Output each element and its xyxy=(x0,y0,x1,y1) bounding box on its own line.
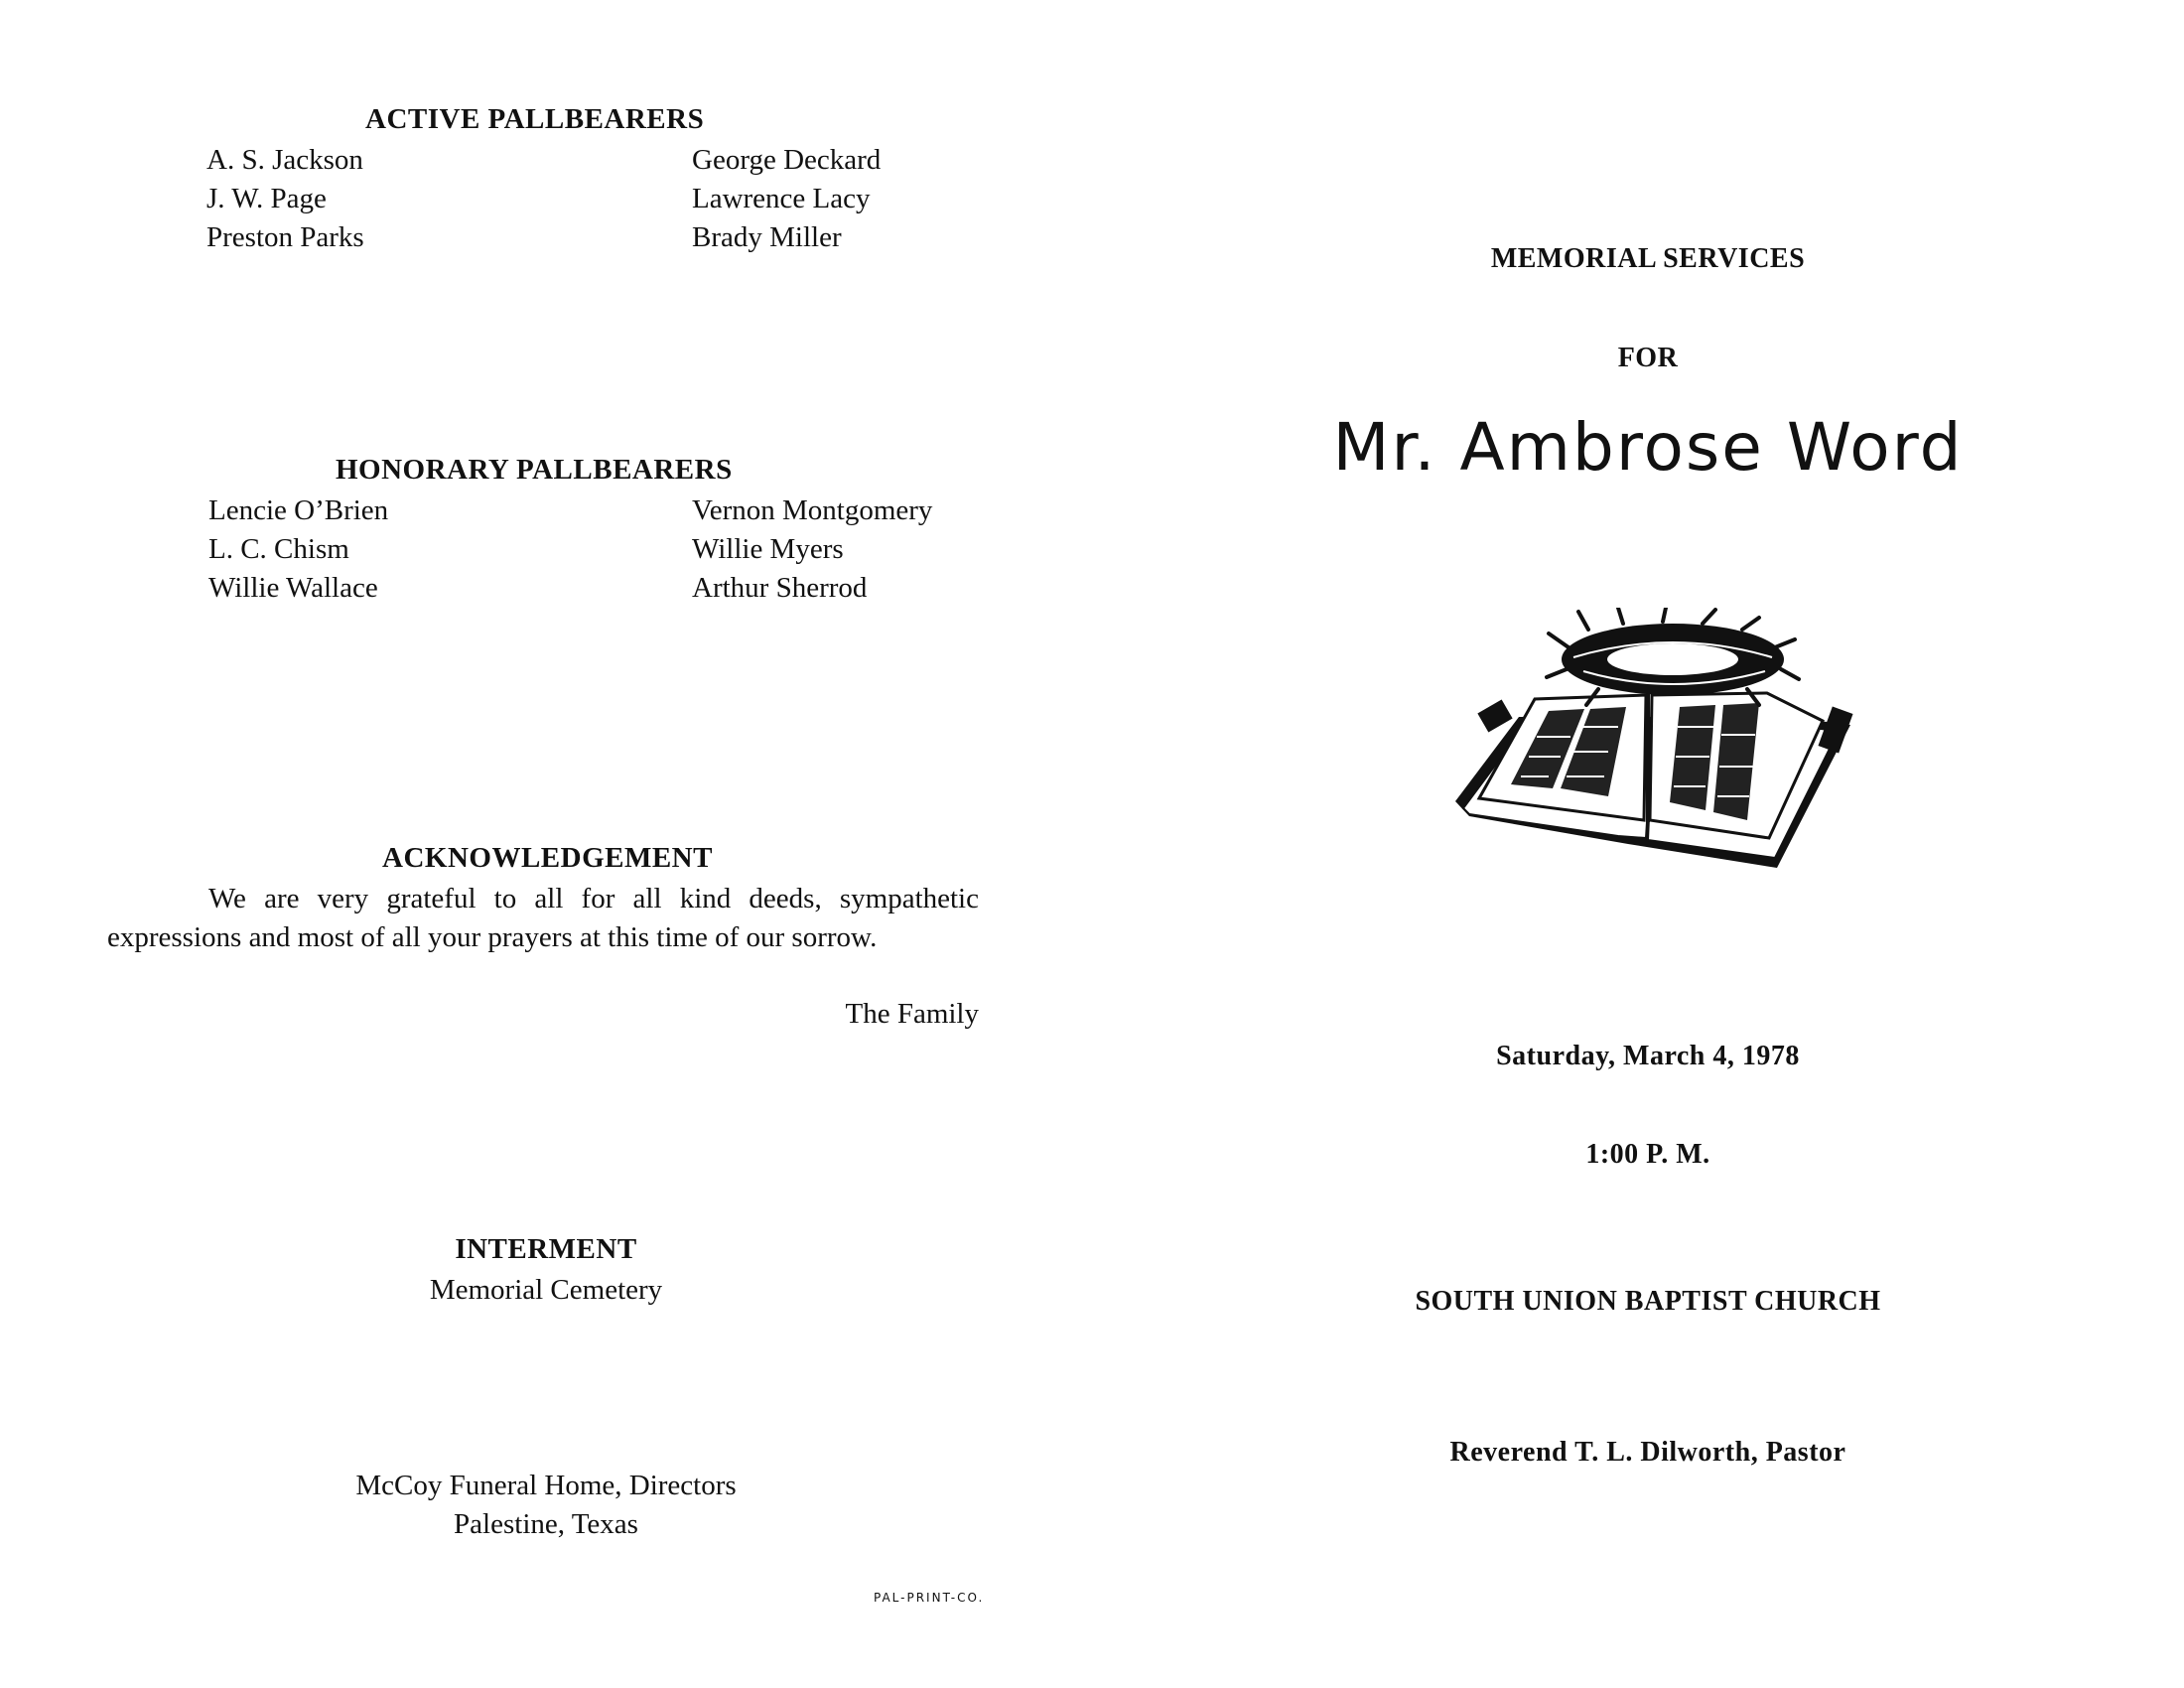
pallbearer-name: Willie Wallace xyxy=(208,572,378,604)
pallbearer-name: George Deckard xyxy=(692,144,882,176)
honorary-pallbearers-left-column xyxy=(208,492,388,608)
pallbearer-name: Arthur Sherrod xyxy=(692,572,868,604)
pallbearer-name: Brady Miller xyxy=(692,221,842,253)
pallbearer-name: Vernon Montgomery xyxy=(692,494,933,526)
honorary-pallbearers-right-column xyxy=(692,492,932,608)
acknowledgement-heading: ACKNOWLEDGEMENT xyxy=(382,842,713,874)
service-date: Saturday, March 4, 1978 xyxy=(1496,1041,1800,1071)
pastor-name: Reverend T. L. Dilworth, Pastor xyxy=(1449,1437,1846,1468)
interment-heading: INTERMENT xyxy=(455,1233,637,1265)
active-pallbearers-heading: ACTIVE PALLBEARERS xyxy=(365,103,705,135)
acknowledgement-signature: The Family xyxy=(845,998,979,1030)
memorial-services-label: MEMORIAL SERVICES xyxy=(1490,243,1806,274)
open-bible-with-crown-of-thorns-icon xyxy=(1449,608,1866,876)
honorary-pallbearers-heading: HONORARY PALLBEARERS xyxy=(336,454,733,486)
deceased-name: Mr. Ambrose Word xyxy=(1332,409,1964,486)
pallbearer-name: Lencie O’Brien xyxy=(208,494,389,526)
acknowledgement-text: We are very grateful to all for all kind deeds, sympathetic expressions and most of all your prayers at this time of our sorrow. xyxy=(107,883,979,953)
pallbearer-name: Willie Myers xyxy=(692,533,844,565)
pallbearer-name: A. S. Jackson xyxy=(206,144,363,176)
active-pallbearers-right-column xyxy=(692,141,881,257)
funeral-home-name: McCoy Funeral Home, Directors xyxy=(355,1470,737,1501)
pallbearer-name: J. W. Page xyxy=(206,183,327,214)
printer-mark: PAL-PRINT-CO. xyxy=(874,1591,985,1605)
for-label: FOR xyxy=(1617,343,1679,373)
pallbearer-name: Preston Parks xyxy=(206,221,364,253)
funeral-home-location: Palestine, Texas xyxy=(454,1508,638,1540)
pallbearer-name: Lawrence Lacy xyxy=(692,183,871,214)
active-pallbearers-left-column xyxy=(206,141,364,257)
church-name: SOUTH UNION BAPTIST CHURCH xyxy=(1415,1286,1881,1317)
pallbearer-name: L. C. Chism xyxy=(208,533,349,565)
interment-place: Memorial Cemetery xyxy=(429,1274,663,1306)
service-time: 1:00 P. M. xyxy=(1585,1139,1710,1170)
